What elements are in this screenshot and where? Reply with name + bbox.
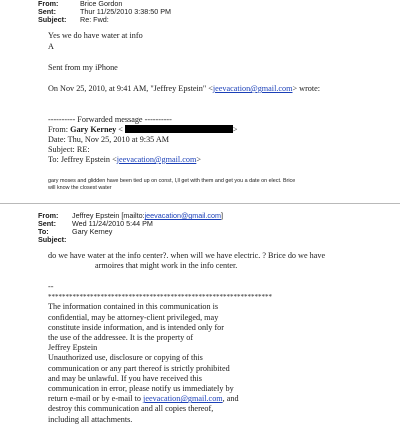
forwarded-message-line1: gary moses and glidden have been tied up on const, I,ll get with them and get you a date on elect. Brice	[48, 178, 296, 184]
email2-sent-value: Wed 11/24/2010 5:44 PM	[72, 219, 153, 228]
email2-body-line2: armoires that might work in the info center.	[95, 261, 238, 271]
quote-intro-suffix: > wrote:	[292, 84, 321, 93]
email1-header	[38, 0, 171, 24]
email2-body-line1: do we have water at the info center?. when will we have electric. ? Brice do we have	[48, 251, 326, 260]
email2-to-label: To:	[38, 227, 49, 236]
forwarded-message-body	[48, 178, 295, 192]
disclaimer-line-3: constitute inside information, and is intended only for	[48, 322, 224, 332]
quote-intro-prefix: On Nov 25, 2010, at 9:41 AM, "Jeffrey Epstein" <	[48, 84, 213, 93]
disclaimer-line-6: Unauthorized use, disclosure or copying of this	[48, 353, 203, 363]
return-prefix: return e-mail or by e-mail to	[48, 394, 144, 404]
disclaimer-line-4: the use of the addressee. It is the property of	[48, 333, 194, 343]
email1-subject-label: Subject:	[38, 15, 67, 24]
disclaimer-line-5: Jeffrey Epstein	[48, 343, 98, 353]
disclaimer-return	[48, 394, 348, 404]
email2-from-email-link[interactable]: jeevacation@gmail.com	[144, 211, 221, 220]
email1-body-line1: Yes we do have water at info	[48, 31, 143, 40]
forwarded-from-close: >	[232, 125, 238, 134]
forwarded-to-prefix: To: Jeffrey Epstein <	[48, 155, 117, 164]
email1-body-line2: A	[48, 42, 54, 51]
email1-sent-value: Thur 11/25/2010 3:38:50 PM	[80, 7, 171, 16]
email1-sent-label: Sent:	[38, 7, 56, 16]
signature-dashes: --	[48, 282, 54, 291]
section-separator	[0, 203, 400, 204]
email2-to-value: Gary Kerney	[72, 227, 113, 236]
forwarded-date: Date: Thu, Nov 25, 2010 at 9:35 AM	[48, 135, 170, 144]
disclaimer-line-1: The information contained in this communication is	[48, 302, 219, 312]
disclaimer-notify: communication in error, please notify us immediately by	[48, 384, 234, 394]
email2-body	[48, 251, 325, 271]
disclaimer-line-2: confidential, may be attorney-client privileged, may	[48, 312, 219, 322]
email1-subject-value: Re: Fwd:	[80, 15, 109, 24]
email2-sent-row	[38, 220, 223, 228]
redaction-bar	[125, 125, 233, 133]
forwarded-from-name: Gary Kerney	[70, 125, 117, 134]
email1-from-label: From:	[38, 0, 59, 8]
disclaimer-line-7: communication or any part thereof is strictly prohibited	[48, 363, 230, 373]
email1-signature: Sent from my iPhone	[48, 63, 118, 72]
forwarded-to-email-link[interactable]: jeevacation@gmail.com	[116, 155, 197, 164]
forwarded-from	[48, 125, 238, 135]
asterisk-divider: ****************************************************************	[48, 293, 272, 302]
disclaimer-last: destroy this communication and all copies thereof,	[48, 404, 214, 414]
forwarded-from-label: From:	[48, 125, 71, 134]
email2-header	[38, 212, 223, 244]
email2-subject-row	[38, 236, 223, 244]
email2-from-prefix: Jeffrey Epstein [mailto:	[72, 211, 145, 220]
return-suffix: , and	[222, 394, 239, 404]
email1-quote-intro	[48, 84, 320, 94]
forwarded-to	[48, 155, 201, 165]
forwarded-from-open: <	[116, 125, 123, 134]
email1-from-value: Brice Gordon	[80, 0, 123, 8]
forwarded-subject: Subject: RE:	[48, 145, 90, 154]
disclaimer-cut: including all attachments.	[48, 414, 133, 424]
email2-disclaimer	[48, 282, 348, 425]
disclaimer-line-8: and may be unlawful. If you have received this	[48, 373, 202, 383]
return-email-link[interactable]: jeevacation@gmail.com	[143, 394, 223, 404]
email2-from-suffix: ]	[221, 211, 223, 220]
forwarded-to-suffix: >	[196, 155, 201, 164]
email2-from-label: From:	[38, 211, 59, 220]
forwarded-divider: ---------- Forwarded message ----------	[48, 115, 172, 124]
email1-subject-row	[38, 16, 171, 24]
quote-intro-email-link[interactable]: jeevacation@gmail.com	[212, 84, 293, 93]
email2-sent-label: Sent:	[38, 219, 56, 228]
email2-subject-label: Subject:	[38, 235, 67, 244]
forwarded-message-line2: will know the closest water	[48, 185, 112, 191]
